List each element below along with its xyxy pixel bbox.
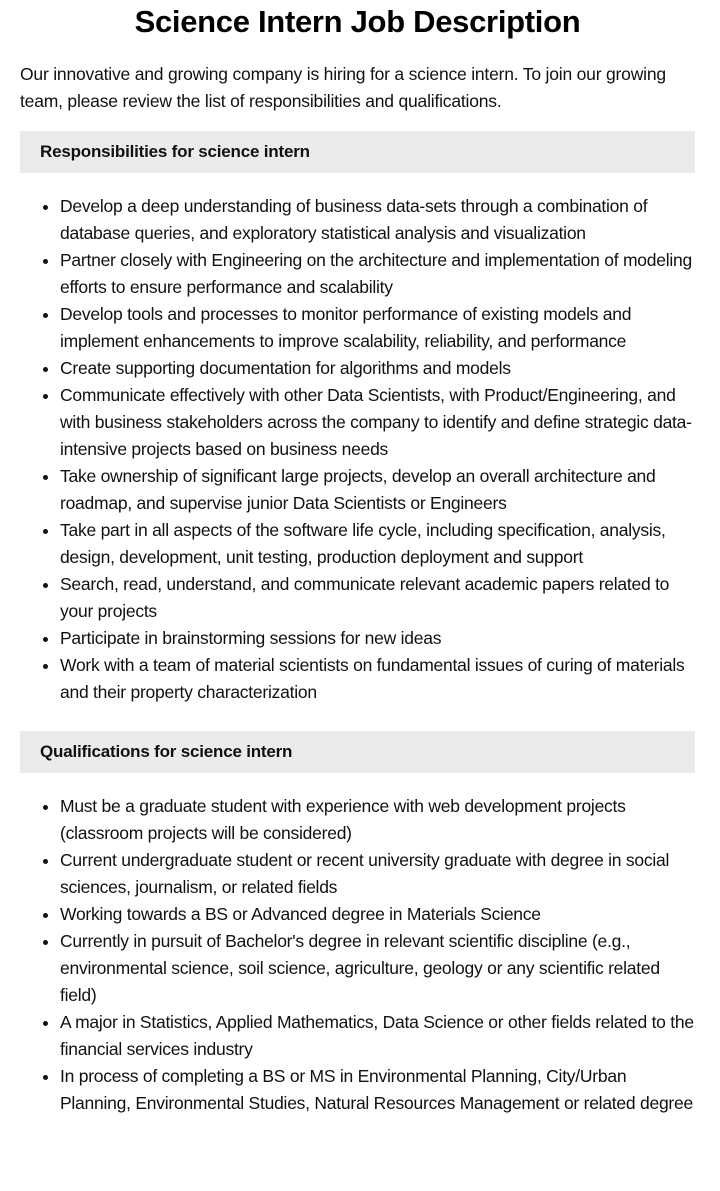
list-item: • Communicate effectively with other Data Scientists, with Product/Engineering, and with business stakeholders across the company to identify and define strategic data-intensive projects based on business needs (60, 382, 695, 463)
list-item: • In process of completing a BS or MS in Environmental Planning, City/Urban Planning, Environmental Studies, Natural Resources Management or related degree (60, 1063, 695, 1117)
list-item: • Working towards a BS or Advanced degree in Materials Science (60, 901, 695, 928)
list-item: • Must be a graduate student with experience with web development projects (classroom projects will be considered) (60, 793, 695, 847)
list-item: • Current undergraduate student or recent university graduate with degree in social sciences, journalism, or related fields (60, 847, 695, 901)
list-item: • Participate in brainstorming sessions for new ideas (60, 625, 695, 652)
qualifications-list (20, 793, 695, 1117)
list-item: • Partner closely with Engineering on the architecture and implementation of modeling efforts to ensure performance and scalability (60, 247, 695, 301)
list-item: • Work with a team of material scientists on fundamental issues of curing of materials and their property characterization (60, 652, 695, 706)
list-item: • Take ownership of significant large projects, develop an overall architecture and roadmap, and supervise junior Data Scientists or Engineers (60, 463, 695, 517)
list-item: • Develop a deep understanding of business data-sets through a combination of database queries, and exploratory statistical analysis and visualization (60, 193, 695, 247)
intro-paragraph: Our innovative and growing company is hiring for a science intern. To join our growing team, please review the list of responsibilities and qualifications. (20, 64, 666, 111)
page-title: Science Intern Job Description (134, 4, 581, 39)
list-item: • Develop tools and processes to monitor performance of existing models and implement enhancements to improve scalability, reliability, and performance (60, 301, 695, 355)
responsibilities-list (20, 193, 695, 706)
qualifications-heading: Qualifications for science intern (20, 731, 695, 773)
responsibilities-heading: Responsibilities for science intern (20, 131, 695, 173)
list-item: • A major in Statistics, Applied Mathematics, Data Science or other fields related to the financial services industry (60, 1009, 695, 1063)
list-item: • Take part in all aspects of the software life cycle, including specification, analysis, design, development, unit testing, production deployment and support (60, 517, 695, 571)
list-item: • Currently in pursuit of Bachelor's degree in relevant scientific discipline (e.g., environmental science, soil science, agriculture, geology or any scientific related field) (60, 928, 695, 1009)
list-item: • Search, read, understand, and communicate relevant academic papers related to your projects (60, 571, 695, 625)
list-item: • Create supporting documentation for algorithms and models (60, 355, 695, 382)
